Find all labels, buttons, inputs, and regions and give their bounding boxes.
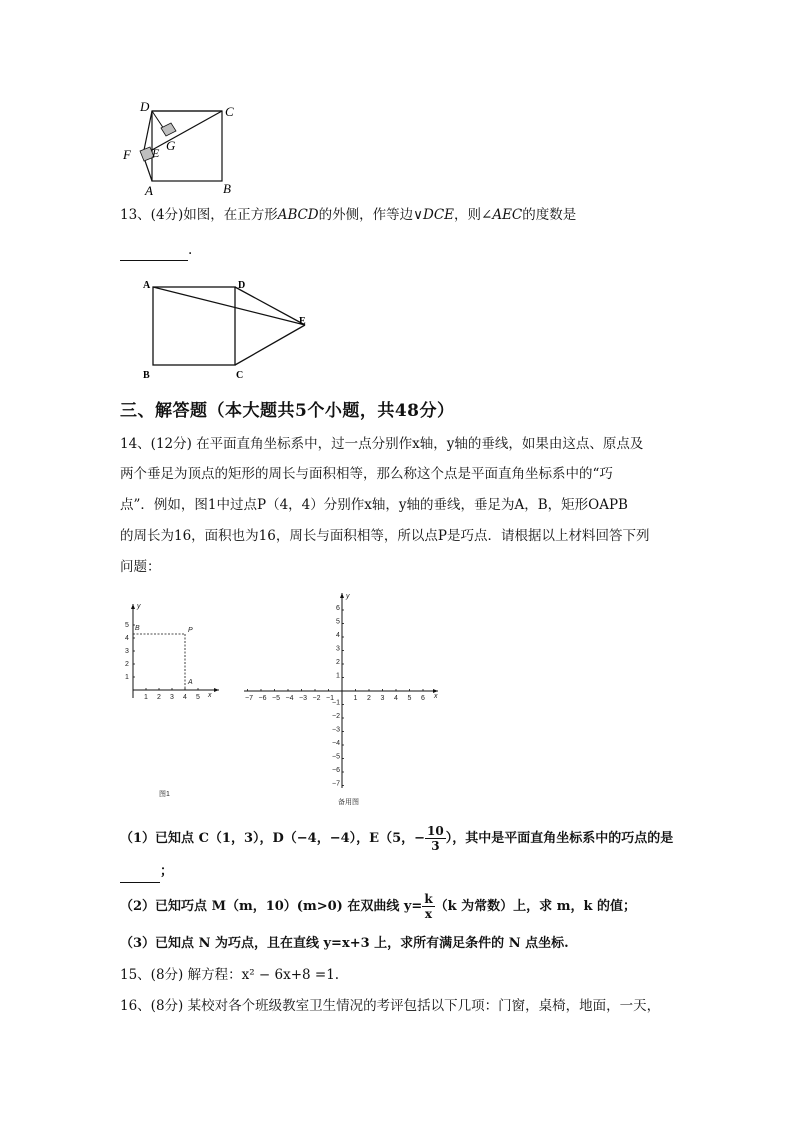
x-tick: 1: [144, 694, 148, 701]
point-label: F: [123, 147, 131, 162]
sub1-text-a: （1）已知点 C（1，3），D（−4，−4），E（5，−: [120, 831, 426, 846]
point-label: G: [166, 138, 176, 153]
section-heading: 三、解答题（本大题共5个小题，共48分）: [120, 401, 455, 421]
question-15: 15、(8分) 解方程：x² − 6x+8 =1.: [120, 967, 340, 983]
answer-blank[interactable]: [120, 862, 160, 883]
y-tick: 3: [125, 648, 129, 655]
figure-caption: 图1: [159, 791, 170, 798]
point-label: C: [225, 104, 234, 119]
y-tick: 5: [125, 622, 129, 629]
coordinate-figure-1: [115, 598, 225, 803]
x-tick: −7: [245, 695, 253, 702]
x-tick: 5: [407, 695, 412, 702]
y-tick: 4: [125, 635, 129, 642]
x-tick: 5: [196, 694, 200, 701]
point-label: D: [238, 280, 246, 291]
question-14-sub3: （3）已知点 N 为巧点，且在直线 y=x+3 上，求所有满足条件的 N 点坐标.: [120, 936, 569, 951]
fraction-ten-thirds: [425, 824, 446, 853]
question-13-answer-line: [120, 240, 192, 261]
y-tick: 5: [336, 618, 340, 626]
question-13-text: 13、(4分)如图，在正方形𝐴𝐵𝐶𝐷的外侧，作等边∨𝐷𝐶𝐸，则∠𝐴𝐸𝐶的度数是: [120, 207, 577, 223]
x-tick: 4: [394, 695, 398, 702]
answer-blank[interactable]: [120, 240, 188, 261]
y-tick: −5: [332, 753, 340, 761]
point-label: D: [140, 99, 150, 114]
question-14-sub2: [120, 890, 636, 924]
y-tick: −4: [332, 740, 340, 747]
y-tick: 2: [336, 659, 340, 666]
fraction-denominator: x: [424, 907, 433, 921]
question-13-end: .: [188, 242, 193, 258]
sub1-text-b: ），其中是平面直角坐标系中的巧点的是: [445, 831, 674, 846]
question-14-line5: 问题：: [120, 559, 161, 575]
x-tick: −4: [285, 695, 294, 702]
axis-label: y: [346, 593, 350, 600]
square-triangle-figure: [135, 275, 320, 385]
x-tick: 6: [421, 695, 425, 702]
y-tick: 4: [336, 632, 340, 639]
point-label: E: [152, 146, 160, 160]
axis-label: x: [434, 693, 438, 700]
sub1-end: ；: [160, 864, 174, 879]
axis-label: x: [208, 692, 212, 699]
point-label: B: [223, 181, 231, 196]
y-tick: 6: [336, 605, 340, 612]
y-tick: −3: [332, 726, 340, 734]
point-label: C: [236, 370, 244, 381]
y-tick: 1: [125, 674, 129, 681]
square-figure-top: [110, 95, 250, 200]
x-tick: −6: [258, 695, 267, 702]
y-tick: −7: [332, 780, 340, 788]
coordinate-figure-2: [240, 588, 450, 810]
x-tick: 3: [170, 694, 174, 701]
fraction-denominator: 3: [431, 839, 440, 853]
point-label: B: [143, 370, 150, 381]
x-tick: 4: [183, 694, 187, 701]
question-13: [120, 205, 576, 225]
fraction-numerator: 10: [427, 824, 444, 838]
figure-caption: 备用图: [338, 799, 359, 806]
question-14-line2: 两个垂足为顶点的矩形的周长与面积相等，那么称这个点是平面直角坐标系中的“巧: [120, 466, 613, 482]
x-tick: 2: [157, 694, 161, 701]
question-14-sub1: [120, 822, 673, 856]
point-label: A: [143, 280, 151, 291]
point-label: A: [145, 183, 153, 198]
x-tick: −1: [326, 695, 334, 702]
axis-label: y: [137, 603, 141, 610]
x-tick: −2: [312, 695, 321, 702]
fraction-numerator: k: [424, 892, 433, 906]
question-14-line3: 点”．例如，图1中过点P（4，4）分别作x轴，y轴的垂线，垂足为A，B，矩形OAPB: [120, 497, 628, 513]
fraction-k-over-x: [422, 892, 434, 921]
y-tick: −6: [332, 767, 340, 774]
y-tick: 1: [336, 672, 340, 680]
x-tick: 1: [353, 695, 358, 702]
point-label: E: [299, 316, 306, 327]
sub2-text-a: （2）已知巧点 M（m，10）(m>0) 在双曲线 y=: [120, 899, 423, 914]
x-tick: −5: [272, 695, 280, 702]
x-tick: 3: [380, 695, 385, 702]
y-tick: −1: [332, 699, 340, 707]
question-14-line4: 的周长为16，面积也为16，周长与面积相等，所以点P是巧点．请根据以上材料回答下列: [120, 528, 650, 544]
point-label: A: [188, 679, 193, 686]
sub2-text-b: （k 为常数）上，求 m，k 的值；: [434, 899, 636, 914]
y-tick: 2: [125, 661, 129, 668]
x-tick: −3: [299, 695, 307, 702]
question-14-sub1-answer: [120, 862, 173, 883]
point-label: P: [188, 627, 193, 634]
y-tick: 3: [336, 645, 340, 653]
y-tick: −2: [332, 713, 340, 720]
question-16: 16、(8分) 某校对各个班级教室卫生情况的考评包括以下几项：门窗，桌椅，地面，一天，: [120, 998, 661, 1014]
question-14-line1: 14、(12分) 在平面直角坐标系中，过一点分别作x轴，y轴的垂线，如果由这点、原点及: [120, 436, 644, 452]
x-tick: 2: [367, 695, 371, 702]
point-label: B: [135, 625, 140, 632]
